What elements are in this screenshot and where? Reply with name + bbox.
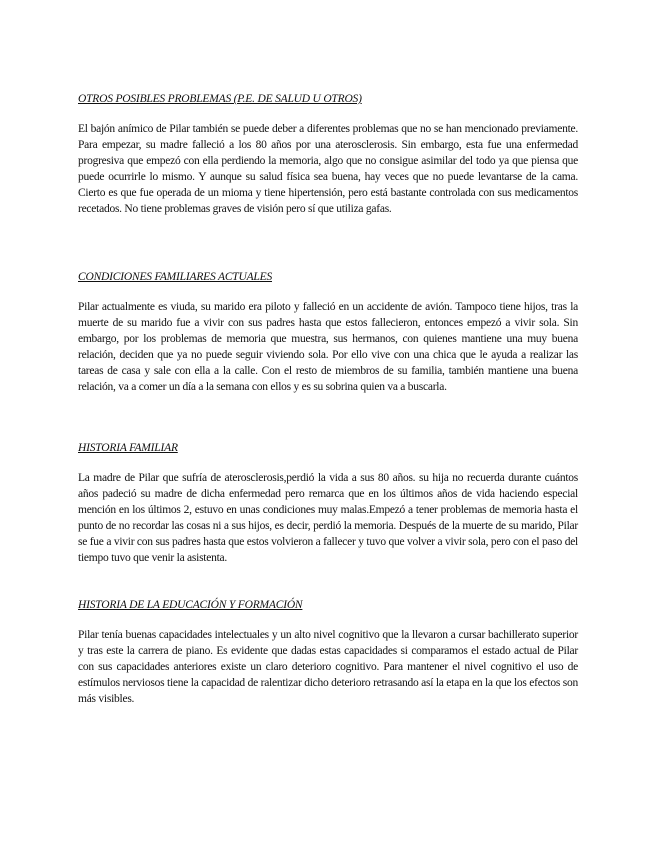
section-heading: OTROS POSIBLES PROBLEMAS (P.E. DE SALUD U OTROS) bbox=[78, 93, 362, 105]
section-paragraph: La madre de Pilar que sufría de aterosclerosis,perdió la vida a sus 80 años. su hija no recuerda durante cuántos años padeció su madre de dicha enfermedad pero remarca que en los últimos años de vida haciendo especial mención en los últimos 2, estuvo en unas condiciones muy malas.Empezó a tener problemas de memoria hasta el punto de no recordar las cosas ni a sus hijos, es decir, perdió la memoria. Después de la muerte de su marido, Pilar se fue a vivir con sus padres hasta que estos volvieron a fallecer y tuvo que volver a vivir sola, pero con el paso del tiempo tuvo que venir la asistenta. bbox=[78, 472, 578, 564]
section-condiciones-familiares bbox=[78, 270, 578, 395]
section-otros-problemas bbox=[78, 92, 578, 217]
section-paragraph: Pilar tenía buenas capacidades intelectuales y un alto nivel cognitivo que la llevaron a cursar bachillerato superior y tras este la carrera de piano. Es evidente que dadas estas capacidades si comparamos el estado actual de Pilar con sus capacidades anteriores existe un claro deterioro cognitivo. Para mantener el nivel cognitivo el uso de estímulos nerviosos tiene la capacidad de ralentizar dicho deterioro retrasando así la etapa en la que los efectos son más visibles. bbox=[78, 629, 578, 705]
section-historia-educacion bbox=[78, 598, 578, 707]
section-paragraph: Pilar actualmente es viuda, su marido era piloto y falleció en un accidente de avión. Tampoco tiene hijos, tras la muerte de su marido fue a vivir con sus padres hasta que estos fallecieron, entonces empezó a vivir sola. Sin embargo, por los problemas de memoria que muestra, sus hermanos, con quienes mantiene una muy buena relación, deciden que ya no puede seguir viviendo sola. Por ello vive con una chica que le ayuda a realizar las tareas de casa y sale con ella a la calle. Con el resto de miembros de su familia, también mantiene una buena relación, va a comer un día a la semana con ellos y es su sobrina quien va a buscarla. bbox=[78, 301, 578, 393]
section-historia-familiar bbox=[78, 441, 578, 566]
section-heading: HISTORIA FAMILIAR bbox=[78, 442, 178, 454]
section-heading: HISTORIA DE LA EDUCACIÓN Y FORMACIÓN bbox=[78, 599, 303, 611]
section-paragraph: El bajón anímico de Pilar también se puede deber a diferentes problemas que no se han mencionado previamente. Para empezar, su madre falleció a los 80 años por una aterosclerosis. Sin embargo, esta fue una enfermedad progresiva que empezó con ella perdiendo la memoria, algo que no consigue asimilar del todo ya que piensa que puede ocurrirle lo mismo. Y aunque su salud física sea buena, hay veces que no puede levantarse de la cama. Cierto es que fue operada de un mioma y tiene hipertensión, pero está bastante controlada con sus medicamentos recetados. No tiene problemas graves de visión pero sí que utiliza gafas. bbox=[78, 123, 578, 215]
section-heading: CONDICIONES FAMILIARES ACTUALES bbox=[78, 271, 272, 283]
